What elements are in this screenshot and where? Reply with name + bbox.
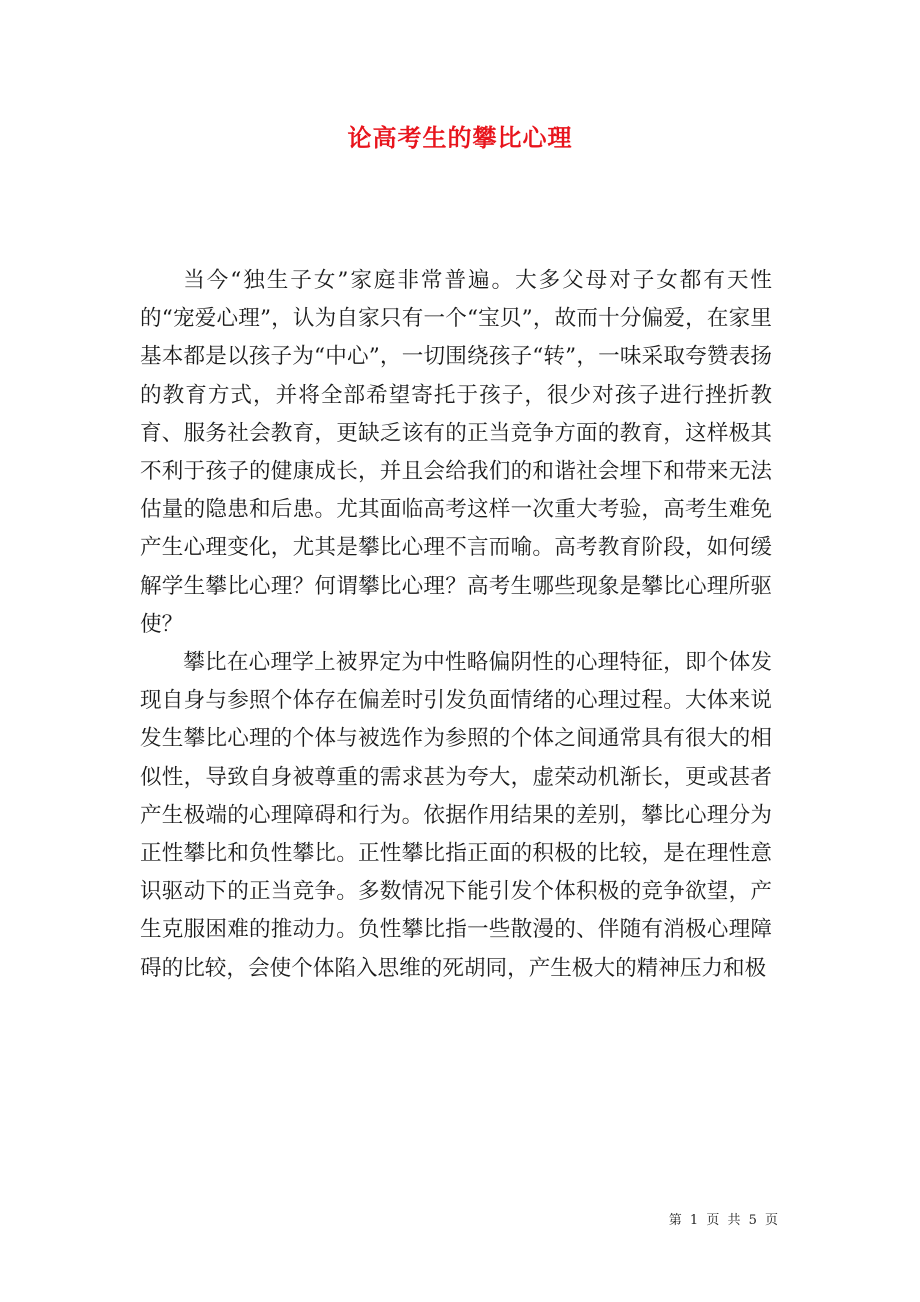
- paragraph-2: 攀比在心理学上被界定为中性略偏阴性的心理特征，即个体发现自身与参照个体存在偏差时引发负面情绪的心理过程。大体来说发生攀比心理的个体与被选作为参照的个体之间通常具有很大的相似性，导致自身被尊重的需求甚为夸大，虚荣动机渐长，更或甚者产生极端的心理障碍和行为。依据作用结果的差别，攀比心理分为正性攀比和负性攀比。正性攀比指正面的积极的比较，是在理性意识驱动下的正当竞争。多数情况下能引发个体积极的竞争欲望，产生克服困难的推动力。负性攀比指一些散漫的、伴随有消极心理障碍的比较，会使个体陷入思维的死胡同，产生极大的精神压力和极: [140, 650, 772, 981]
- page-number: 第 1 页 共 5 页: [668, 1213, 780, 1228]
- document-title: 论高考生的攀比心理: [347, 123, 573, 152]
- document-body: [140, 262, 772, 988]
- paragraph-1: 当今“独生子女”家庭非常普遍。大多父母对子女都有天性的“宠爱心理”，认为自家只有一个“宝贝”，故而十分偏爱，在家里基本都是以孩子为“中心”，一切围绕孩子“转”，一味采取夸赞表扬的教育方式，并将全部希望寄托于孩子，很少对孩子进行挫折教育、服务社会教育，更缺乏该有的正当竞争方面的教育，这样极其不利于孩子的健康成长，并且会给我们的和谐社会埋下和带来无法估量的隐患和后患。尤其面临高考这样一次重大考验，高考生难免产生心理变化，尤其是攀比心理不言而喻。高考教育阶段，如何缓解学生攀比心理？何谓攀比心理？高考生哪些现象是攀比心理所驱使？: [140, 268, 772, 637]
